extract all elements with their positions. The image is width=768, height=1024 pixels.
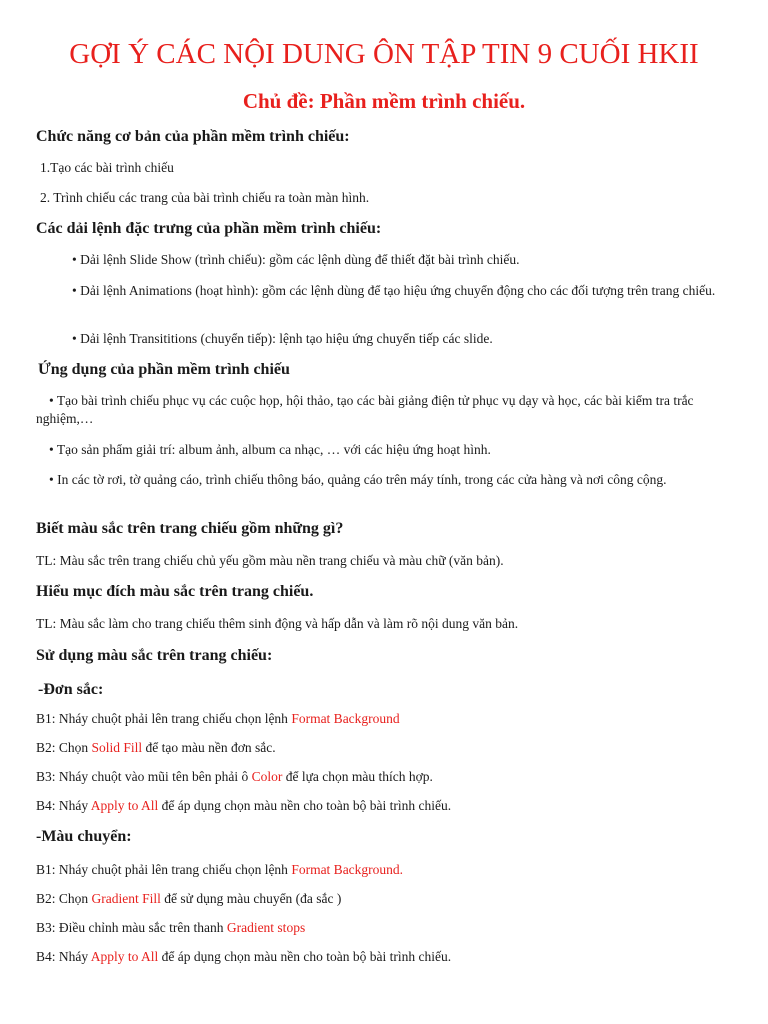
step-item: B1: Nháy chuột phải lên trang chiếu chọn lệnh Format Background.: [36, 862, 404, 877]
list-item: • Dải lệnh Animations (hoạt hình): gồm các lệnh dùng để tạo hiệu ứng chuyển động cho các đối tượng trên trang chiếu.: [72, 283, 716, 298]
list-item: • Dải lệnh Slide Show (trình chiếu): gồm các lệnh dùng để thiết đặt bài trình chiếu.: [72, 252, 520, 267]
step-item: B3: Nháy chuột vào mũi tên bên phải ô Color để lựa chọn màu thích hợp.: [36, 769, 433, 784]
list-item: • Tạo bài trình chiếu phục vụ các cuộc họp, hội thảo, tạo các bài giảng điện tử phục vụ dạy và học, các bài kiểm tra trắc nghiệm,…: [36, 393, 694, 426]
section-heading-ribbons: Các dải lệnh đặc trưng của phần mềm trình chiếu:: [36, 220, 382, 237]
answer-text: TL: Màu sắc trên trang chiếu chủ yếu gồm màu nền trang chiếu và màu chữ (văn bản).: [36, 553, 504, 568]
section-heading-applications: Ứng dụng của phần mềm trình chiếu: [38, 361, 290, 378]
answer-text: TL: Màu sắc làm cho trang chiếu thêm sinh động và hấp dẫn và làm rõ nội dung văn bản.: [36, 616, 519, 631]
list-item: • Tạo sản phẩm giải trí: album ảnh, album ca nhạc, … với các hiệu ứng hoạt hình.: [49, 442, 491, 457]
subheading-gradient-color: -Màu chuyển:: [36, 828, 132, 845]
list-item: 1.Tạo các bài trình chiếu: [40, 160, 174, 175]
step-item: B2: Chọn Solid Fill để tạo màu nền đơn sắc.: [36, 740, 276, 755]
step-item: B2: Chọn Gradient Fill để sử dụng màu chuyển (đa sắc ): [36, 891, 342, 906]
section-heading-color-purpose: Hiểu mục đích màu sắc trên trang chiếu.: [36, 583, 314, 600]
section-heading-using-colors: Sử dụng màu sắc trên trang chiếu:: [36, 647, 273, 664]
step-item: B3: Điều chỉnh màu sắc trên thanh Gradient stops: [36, 920, 306, 935]
subheading-solid-color: -Đơn sắc:: [38, 681, 104, 698]
list-item: 2. Trình chiếu các trang của bài trình chiếu ra toàn màn hình.: [40, 190, 370, 205]
section-heading-basic-functions: Chức năng cơ bản của phần mềm trình chiếu:: [36, 128, 350, 145]
step-item: B4: Nháy Apply to All để áp dụng chọn màu nền cho toàn bộ bài trình chiếu.: [36, 798, 452, 813]
step-item: B4: Nháy Apply to All để áp dụng chọn màu nền cho toàn bộ bài trình chiếu.: [36, 949, 452, 964]
topic-subtitle: Chủ đề: Phần mềm trình chiếu.: [242, 89, 526, 113]
list-item: • Dải lệnh Transititions (chuyển tiếp): lệnh tạo hiệu ứng chuyển tiếp các slide.: [72, 331, 493, 346]
document-title: GỢI Ý CÁC NỘI DUNG ÔN TẬP TIN 9 CUỐI HKII: [69, 38, 699, 70]
step-item: B1: Nháy chuột phải lên trang chiếu chọn lệnh Format Background: [36, 711, 400, 726]
list-item: • In các tờ rơi, tờ quảng cáo, trình chiếu thông báo, quảng cáo trên máy tính, trong các cửa hàng và nơi công cộng.: [49, 472, 667, 487]
section-heading-slide-colors: Biết màu sắc trên trang chiếu gồm những gì?: [36, 520, 344, 537]
